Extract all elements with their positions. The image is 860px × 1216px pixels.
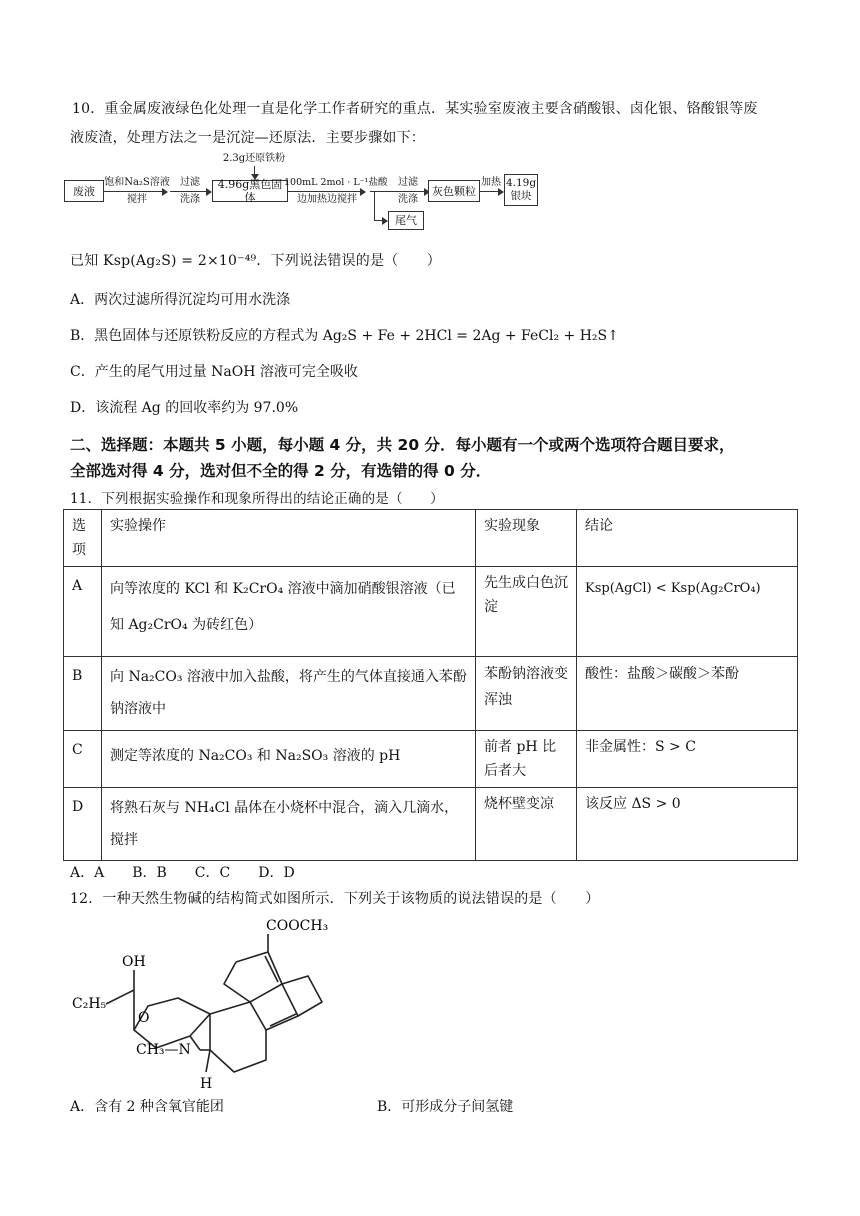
row-c-operation: 测定等浓度的 Na₂CO₃ 和 Na₂SO₃ 溶液的 pH (102, 731, 476, 788)
flow-step4-bottom: 洗涤 (398, 194, 418, 205)
label-o: O (138, 1010, 150, 1026)
q11-answers: A．A B．B C．C D．D (70, 865, 295, 881)
row-a-phenomenon: 先生成白色沉淀 (476, 567, 577, 657)
row-c-phenomenon: 前者 pH 比后者大 (476, 731, 577, 788)
q12-option-b: B．可形成分子间氢键 (377, 1099, 514, 1115)
header-operation: 实验操作 (102, 510, 476, 567)
row-c-conclusion: 非金属性：S > C (577, 731, 798, 788)
q10-option-c: C．产生的尾气用过量 NaOH 溶液可完全吸收 (70, 364, 358, 380)
table-row (64, 731, 798, 788)
row-d-operation: 将熟石灰与 NH₄Cl 晶体在小烧杯中混合，滴入几滴水，搅拌 (102, 788, 476, 861)
flow-step5: 加热 (481, 177, 501, 188)
q10-option-b: B．黑色固体与还原铁粉反应的方程式为 Ag₂S + Fe + 2HCl = 2Ag + FeCl₂ + H₂S↑ (70, 328, 619, 344)
flow-arrow-iron (254, 166, 255, 178)
table-row (64, 788, 798, 861)
alkaloid-structure (60, 910, 340, 1090)
row-b-phenomenon: 苯酚钠溶液变浑浊 (476, 657, 577, 731)
flow-box-silver: 4.19g 银块 (504, 174, 538, 206)
flow-arrow-3 (288, 191, 364, 192)
q11-table (63, 509, 798, 861)
q10-option-a: A．两次过滤所得沉淀均可用水洗涤 (70, 292, 291, 308)
flow-step3-bottom: 边加热边搅拌 (297, 194, 357, 205)
flow-box-black-solid: 4.96g黑色固体 (212, 180, 288, 202)
flow-step2-top: 过滤 (180, 177, 200, 188)
label-h: H (200, 1076, 213, 1090)
flow-step1-top: 饱和Na₂S溶液 (104, 177, 170, 188)
flow-arrow-1 (104, 191, 166, 192)
row-b-operation: 向 Na₂CO₃ 溶液中加入盐酸，将产生的气体直接通入苯酚钠溶液中 (102, 657, 476, 731)
label-c2h5: C₂H₅ (72, 996, 107, 1012)
q11-stem: 11．下列根据实验操作和现象所得出的结论正确的是（ ） (70, 491, 444, 507)
row-d-option: D (64, 788, 102, 861)
row-a-operation: 向等浓度的 KCl 和 K₂CrO₄ 溶液中滴加硝酸银溶液（已知 Ag₂CrO₄ 为砖红色） (102, 567, 476, 657)
label-oh: OH (122, 954, 146, 970)
q10-known: 已知 Ksp(Ag₂S) = 2×10⁻⁴⁹．下列说法错误的是（ ） (70, 253, 441, 269)
section2-line2: 全部选对得 4 分，选对但不全的得 2 分，有选错的得 0 分． (70, 462, 492, 480)
row-a-conclusion: Ksp(AgCl) < Ksp(Ag₂CrO₄) (577, 567, 798, 657)
flow-box-tail-gas: 尾气 (388, 211, 424, 230)
flow-iron-label: 2.3g还原铁粉 (222, 153, 286, 164)
q12-option-a: A．含有 2 种含氧官能团 (70, 1099, 224, 1115)
flow-step2-bottom: 洗涤 (180, 194, 200, 205)
row-d-conclusion: 该反应 ΔS > 0 (577, 788, 798, 861)
q10-line2: 液废渣，处理方法之一是沉淀—还原法．主要步骤如下： (70, 130, 425, 146)
flow-box-grey-particles: 灰色颗粒 (428, 180, 480, 202)
row-a-option: A (64, 567, 102, 657)
row-b-conclusion: 酸性：盐酸＞碳酸＞苯酚 (577, 657, 798, 731)
row-b-option: B (64, 657, 102, 731)
flow-step1-bottom: 搅拌 (127, 194, 147, 205)
section2-line1: 二、选择题：本题共 5 小题，每小题 4 分，共 20 分．每小题有一个或两个选项符合题目要求， (70, 436, 735, 454)
flow-step4-top: 过滤 (398, 177, 418, 188)
row-d-phenomenon: 烧杯壁变凉 (476, 788, 577, 861)
label-ch3n: CH₃—N (136, 1042, 191, 1058)
header-conclusion: 结论 (577, 510, 798, 567)
flow-arrow-gas (374, 220, 386, 221)
flow-arrow-5 (480, 191, 502, 192)
header-phenomenon: 实验现象 (476, 510, 577, 567)
label-cooch3: COOCH₃ (266, 918, 329, 934)
q10-line1: 10．重金属废液绿色化处理一直是化学工作者研究的重点．某实验室废液主要含硝酸银、卤化银、铬酸银等废 (72, 101, 758, 117)
q12-stem: 12．一种天然生物碱的结构简式如图所示．下列关于该物质的说法错误的是（ ） (70, 891, 600, 907)
header-option: 选项 (64, 510, 102, 567)
table-row (64, 567, 798, 657)
flow-gas-line (374, 191, 375, 221)
flow-arrow-4 (370, 191, 428, 192)
flow-arrow-2 (170, 191, 210, 192)
flow-box-waste: 废液 (64, 180, 104, 202)
flow-step3-top: 100mL 2mol · L⁻¹盐酸 (284, 177, 388, 188)
row-c-option: C (64, 731, 102, 788)
q10-option-d: D．该流程 Ag 的回收率约为 97.0% (70, 400, 299, 416)
q10-flow-diagram (60, 150, 540, 235)
table-header-row (64, 510, 798, 567)
table-row (64, 657, 798, 731)
